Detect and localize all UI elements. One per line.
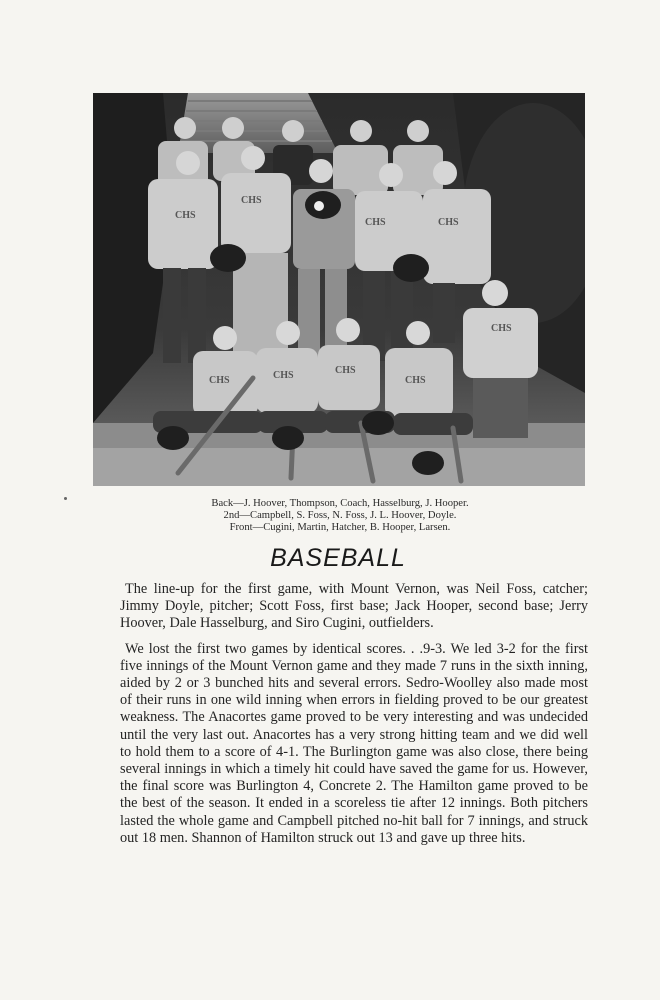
margin-mark: [64, 497, 67, 500]
svg-text:CHS: CHS: [335, 365, 356, 376]
svg-text:CHS: CHS: [273, 370, 294, 381]
caption-second-row: 2nd—Campbell, S. Foss, N. Foss, J. L. Hoover, Doyle.: [223, 510, 457, 521]
caption-back-row: Back—J. Hoover, Thompson, Coach, Hasselburg, J. Hooper.: [211, 498, 469, 509]
svg-text:CHS: CHS: [365, 217, 386, 228]
page-title: BASEBALL: [270, 544, 406, 572]
team-photo-icon: [93, 93, 585, 486]
svg-text:CHS: CHS: [438, 217, 459, 228]
paragraph-lineup: The line-up for the first game, with Mount Vernon, was Neil Foss, catcher; Jimmy Doyle, pitcher; Scott Foss, first base; Jack Hooper, second base; Jerry Hoover, Dale Hasselburg, and Siro Cugini, outfielders.: [120, 581, 588, 632]
svg-text:CHS: CHS: [491, 323, 512, 334]
svg-text:CHS: CHS: [209, 375, 230, 386]
caption-front-row: Front—Cugini, Martin, Hatcher, B. Hooper, Larsen.: [229, 522, 451, 533]
team-photo: [93, 93, 585, 486]
photo-caption: [120, 498, 560, 534]
svg-text:CHS: CHS: [175, 210, 196, 221]
article-body: [120, 581, 588, 847]
paragraph-season: We lost the first two games by identical scores. . .9-3. We led 3-2 for the first five innings of the Mount Vernon game and they made 7 runs in the sixth inning, aided by 2 or 3 bunched hits and several errors. Sedro-Woolley also made most of their runs in one wild inning when errors in fielding proved to be our greatest weakness. The Anacortes game proved to be very interesting and was undecided until the very last out. Anacortes has a very strong hitting team and we did well to hold them to a score of 4-1. The Burlington game was also close, there being several innings in which a timely hit could have saved the game for us. However, the final score was Burlington 4, Concrete 2. The Hamilton game proved to be the best of the season. It ended in a scoreless tie after 12 innings. Both pitchers lasted the whole game and Campbell pitched no-hit ball for 7 innings, and struck out 18 men. Shannon of Hamilton struck out 13 and gave up three hits.: [120, 640, 588, 846]
svg-text:CHS: CHS: [405, 375, 426, 386]
svg-text:CHS: CHS: [241, 195, 262, 206]
